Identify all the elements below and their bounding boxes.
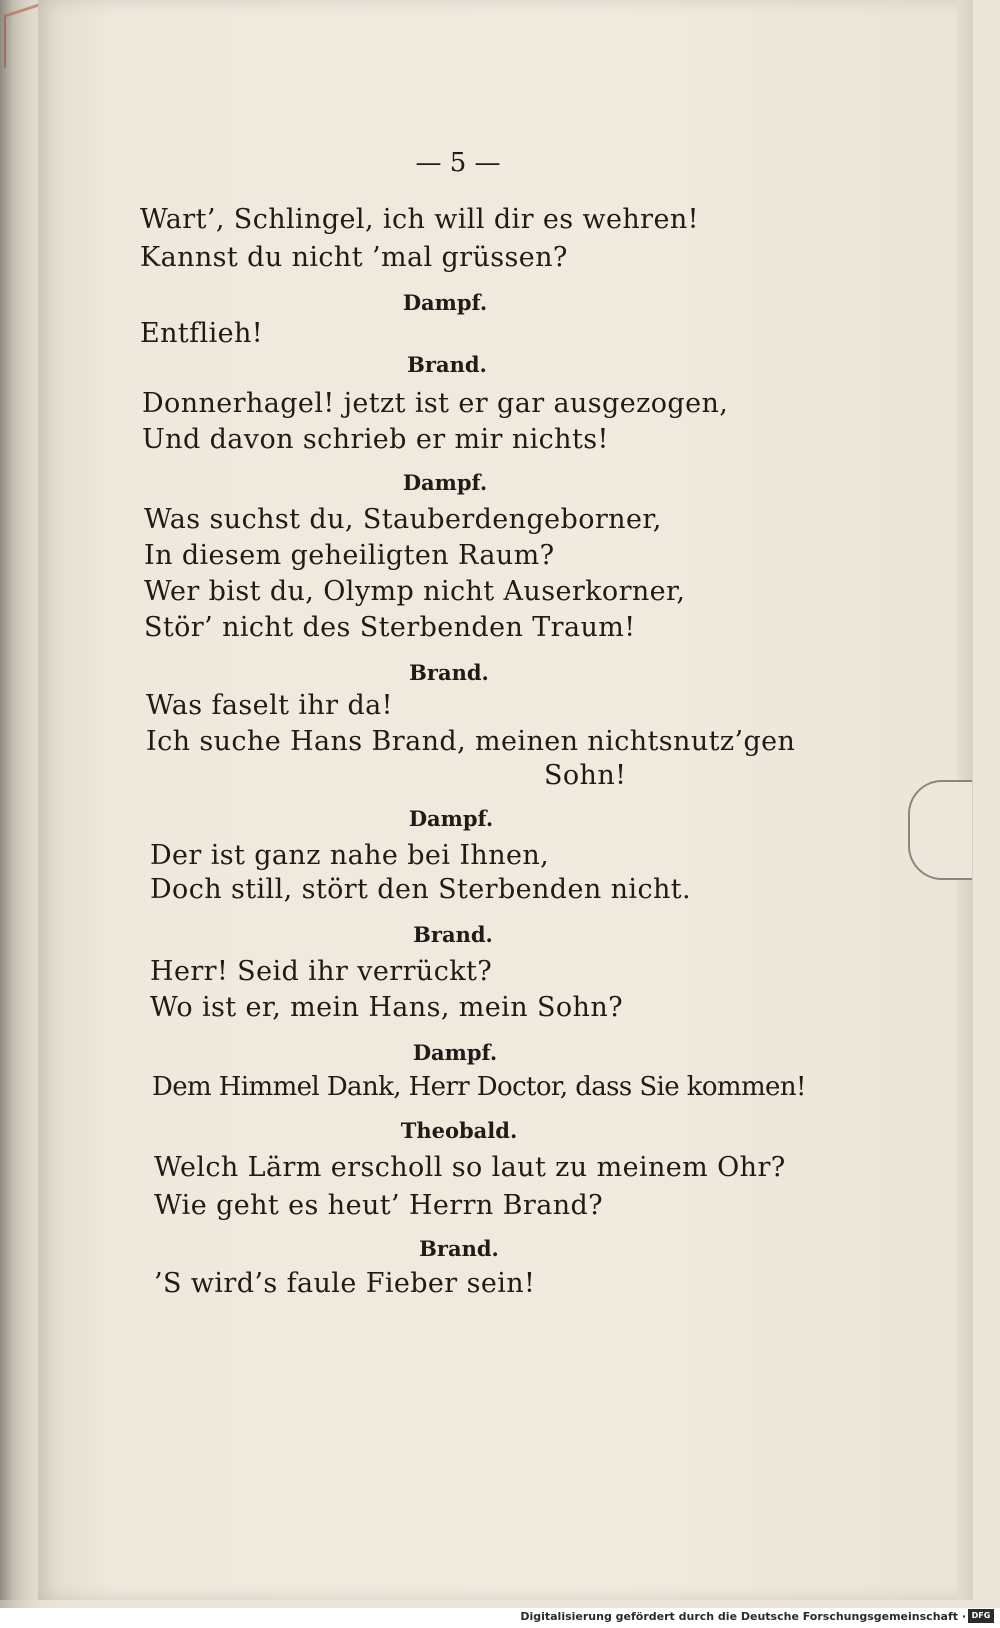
speaker-name: Brand.	[409, 660, 489, 685]
speaker-name: Brand.	[419, 1236, 499, 1261]
speaker-name: Theobald.	[400, 1118, 518, 1143]
verse-line: Was suchst du, Stauberdengeborner,	[144, 504, 662, 535]
verse-line: Wo ist er, mein Hans, mein Sohn?	[150, 992, 623, 1023]
speaker-name: Dampf.	[402, 470, 488, 495]
speaker-name: Dampf.	[402, 290, 488, 315]
verse-line: Entflieh!	[140, 318, 264, 349]
verse-line: Doch still, stört den Sterbenden nicht.	[150, 874, 691, 905]
speaker-name: Dampf.	[408, 806, 494, 831]
footer-credit: Digitalisierung gefördert durch die Deutsche Forschungsgemeinschaft ·	[520, 1610, 966, 1623]
page-number: — 5 —	[415, 148, 501, 178]
verse-line: Ich suche Hans Brand, meinen nichtsnutz’gen	[146, 726, 796, 757]
verse-line: Sohn!	[544, 760, 627, 791]
speaker-name: Brand.	[407, 352, 487, 377]
footer-bar	[0, 1608, 1000, 1628]
dfg-logo: DFG	[968, 1609, 994, 1623]
verse-line: Welch Lärm erscholl so laut zu meinem Ohr?	[154, 1152, 786, 1183]
speaker-name: Brand.	[413, 922, 493, 947]
verse-line: Dem Himmel Dank, Herr Doctor, dass Sie kommen!	[152, 1072, 806, 1102]
verse-line: Wart’, Schlingel, ich will dir es wehren!	[140, 204, 699, 235]
verse-line: Der ist ganz nahe bei Ihnen,	[150, 840, 550, 871]
verse-line: Stör’ nicht des Sterbenden Traum!	[144, 612, 636, 643]
verse-line: Donnerhagel! jetzt ist er gar ausgezogen,	[142, 388, 729, 419]
verse-line: Herr! Seid ihr verrückt?	[150, 956, 493, 987]
verse-line: Was faselt ihr da!	[146, 690, 393, 721]
verse-line: ’S wird’s faule Fieber sein!	[154, 1268, 536, 1299]
verse-line: In diesem geheiligten Raum?	[144, 540, 555, 571]
verse-line: Kannst du nicht ’mal grüssen?	[140, 242, 568, 273]
verse-line: Und davon schrieb er mir nichts!	[142, 424, 609, 455]
verse-line: Wie geht es heut’ Herrn Brand?	[154, 1190, 604, 1221]
speaker-name: Dampf.	[412, 1040, 498, 1065]
verse-line: Wer bist du, Olymp nicht Auserkorner,	[144, 576, 686, 607]
